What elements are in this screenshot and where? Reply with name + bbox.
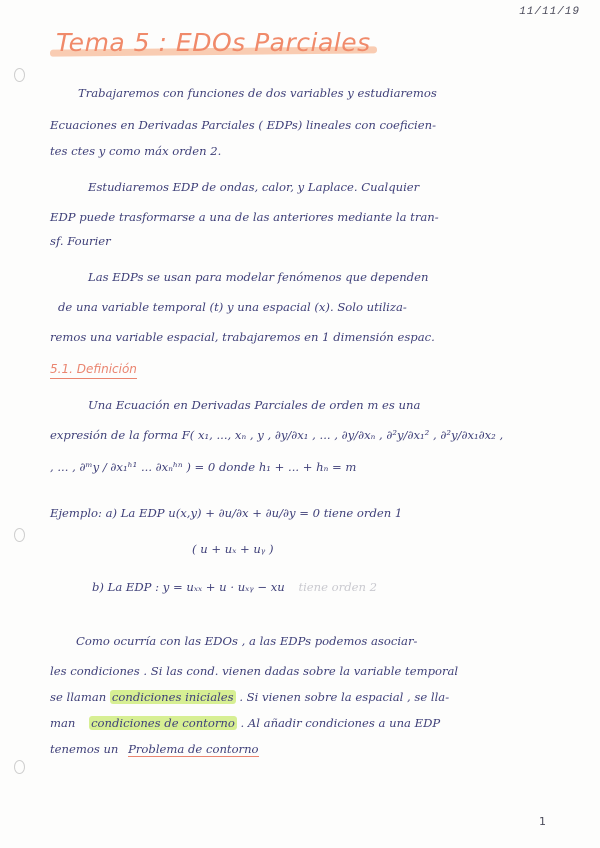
paragraph-line: [50, 716, 440, 730]
section-heading: 5.1. Definición: [50, 362, 137, 379]
title-block: [50, 28, 377, 57]
text-fragment: tenemos un: [50, 742, 119, 756]
paragraph-line: Trabajaremos con funciones de dos variables y estudiaremos: [78, 86, 437, 100]
page-number: 1: [539, 815, 546, 828]
binder-hole: [14, 528, 25, 542]
text-fragment: man: [50, 716, 76, 730]
paragraph-line: Ecuaciones en Derivadas Parciales ( EDPs) lineales con coeficien-: [50, 118, 436, 132]
text-fragment: . Al añadir condiciones a una EDP: [240, 716, 441, 730]
text-fragment: se llaman: [50, 690, 107, 704]
paragraph-line: remos una variable espacial, trabajaremos en 1 dimensión espac.: [50, 330, 435, 344]
paragraph-line: [50, 690, 449, 704]
paragraph-line: EDP puede trasformarse a una de las anteriores mediante la tran-: [50, 210, 439, 224]
binder-hole: [14, 760, 25, 774]
date: 11/11/19: [519, 6, 580, 18]
definition-formula: , ... , ∂ᵐy / ∂x₁ʰ¹ ... ∂xₙʰⁿ ) = 0 donde h₁ + ... + hₙ = m: [50, 460, 357, 474]
text-fragment: . Si vienen sobre la espacial , se lla-: [239, 690, 450, 704]
paragraph-line: de una variable temporal (t) y una espacial (x). Solo utiliza-: [58, 300, 407, 314]
example-b-faded: tiene orden 2: [298, 580, 378, 594]
paragraph-line: les condiciones . Si las cond. vienen dadas sobre la variable temporal: [50, 664, 459, 678]
paragraph-line: Como ocurría con las EDOs , a las EDPs podemos asociar-: [76, 634, 418, 648]
highlighted-term: condiciones de contorno: [91, 716, 235, 730]
page-title: Tema 5 : EDOs Parciales: [56, 28, 371, 57]
binder-hole: [14, 68, 25, 82]
example-b-formula: b) La EDP : y = uₓₓ + u · uₓᵧ − xu: [92, 580, 285, 594]
paragraph-line: tes ctes y como máx orden 2.: [50, 144, 222, 158]
definition-line: Una Ecuación en Derivadas Parciales de orden m es una: [88, 398, 421, 412]
paragraph-line: Las EDPs se usan para modelar fenómenos que dependen: [88, 270, 429, 284]
paragraph-line: sf. Fourier: [50, 234, 111, 248]
definition-formula: expresión de la forma F( x₁, ..., xₙ , y , ∂y/∂x₁ , ... , ∂y/∂xₙ , ∂²y/∂x₁² , ∂²y/∂x₁∂x₂ ,: [50, 428, 504, 442]
example-b: [92, 580, 377, 594]
underlined-term: Problema de contorno: [128, 742, 259, 756]
paragraph-line: [50, 742, 259, 756]
example-a: Ejemplo: a) La EDP u(x,y) + ∂u/∂x + ∂u/∂y = 0 tiene orden 1: [50, 506, 403, 520]
paragraph-line: Estudiaremos EDP de ondas, calor, y Laplace. Cualquier: [88, 180, 420, 194]
example-a-note: ( u + uₓ + uᵧ ): [192, 542, 274, 556]
highlighted-term: condiciones iniciales: [111, 690, 234, 704]
